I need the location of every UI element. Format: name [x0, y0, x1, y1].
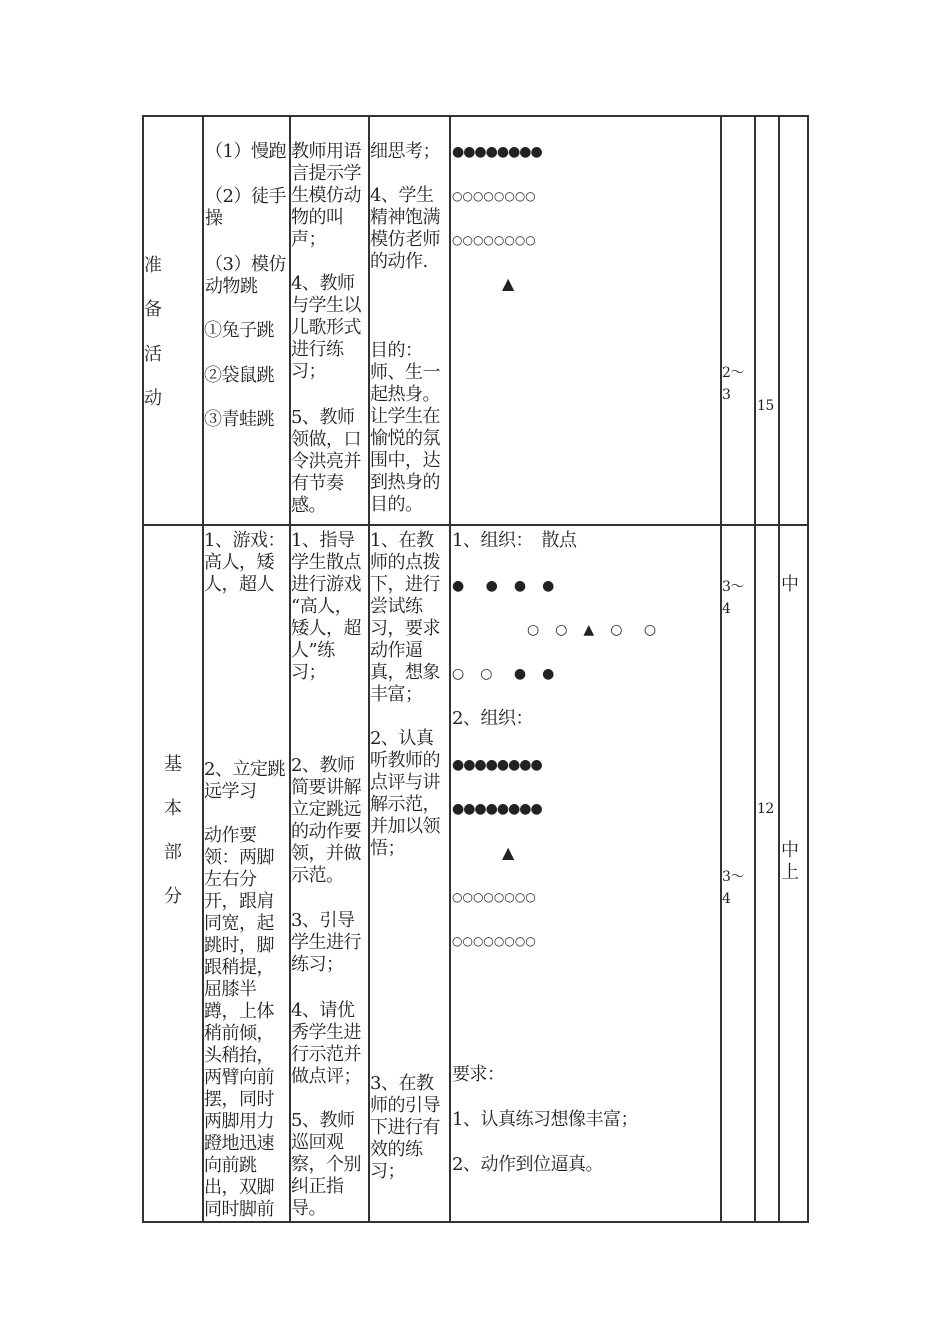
intensity: 中: [781, 574, 799, 595]
teacher-text: 1、指导 学生散点 进行游戏 “高人， 矮人，超 人”练 习；: [291, 530, 361, 683]
section-char: 动: [144, 388, 162, 409]
table-border-top: [142, 115, 809, 117]
table-border-bottom: [142, 1221, 809, 1223]
repetitions: 3～ 4: [722, 869, 744, 907]
col-line: [720, 115, 722, 1223]
content-text: 1、游戏： 高人，矮 人，超人: [204, 530, 285, 595]
formation-row: ○○○○○○○○: [452, 934, 536, 948]
teacher-text: 5、教师 巡回观 察，个别 纠正指 导。: [291, 1110, 361, 1219]
col-line: [807, 115, 809, 1223]
section-char: 基: [164, 754, 182, 775]
teacher-text: 教师用语 言提示学 生模仿动 物的叫 声；: [291, 141, 361, 250]
section-char: 准: [144, 255, 162, 276]
teacher-text: 4、教师 与学生以 儿歌形式 进行练 习；: [291, 273, 361, 382]
formation-row: ●●●●●●●●: [452, 144, 542, 160]
content-text: ①兔子跳: [204, 320, 274, 341]
content-text: （1）慢跑: [205, 141, 286, 162]
section-char: 部: [164, 842, 182, 863]
content-text: （3）模仿 动物跳: [205, 254, 286, 297]
repetitions: 2～ 3: [722, 365, 744, 403]
requirement-item: 2、动作到位逼真。: [452, 1154, 603, 1175]
section-char: 活: [144, 344, 162, 365]
teacher-text: 4、请优 秀学生进 行示范并 做点评；: [291, 1000, 361, 1087]
student-text: 4、学生 精神饱满 模仿老师 的动作.: [370, 185, 440, 272]
student-text: 细思考；: [370, 141, 440, 162]
col-line: [754, 115, 756, 1223]
content-text: 动作要 领：两脚 左右分 开，跟肩 同宽，起 跳时，脚 跟稍提， 屈膝半 蹲，上体 稍前倾， 头稍抬， 两臂向前 摆，同时 两脚用力 蹬地迅速 向前跳 出，双脚 同时脚前: [204, 825, 274, 1220]
requirement-item: 1、认真练习想像丰富；: [452, 1109, 638, 1130]
formation-row: ● ● ● ●: [452, 578, 556, 594]
formation-label: 2、组织：: [452, 708, 533, 729]
repetitions: 3～ 4: [722, 579, 744, 617]
section-char: 本: [164, 798, 182, 819]
section-char: 备: [144, 299, 162, 320]
col-line: [142, 115, 144, 1223]
student-text: 3、在教 师的引导 下进行有 效的练 习；: [370, 1073, 440, 1182]
content-text: ③青蛙跳: [204, 409, 274, 430]
minutes: 15: [757, 398, 774, 414]
student-text: 2、认真 听教师的 点评与讲 解示范， 并加以领 悟；: [370, 728, 440, 859]
formation-row: ○ ○ ▲ ○ ○: [527, 622, 658, 638]
row-divider: [142, 524, 809, 526]
content-text: 2、立定跳 远学习: [204, 759, 285, 802]
formation-row: ●●●●●●●●: [452, 757, 542, 773]
col-line: [778, 115, 780, 1223]
teacher-text: 3、引导 学生进行 练习；: [291, 910, 361, 975]
student-text: 1、在教 师的点拨 下，进行 尝试练 习，要求 动作逼 真，想象 丰富；: [370, 530, 440, 705]
formation-row: ○○○○○○○○: [452, 233, 536, 247]
formation-row: ○○○○○○○○: [452, 189, 536, 203]
col-line: [449, 115, 451, 1223]
formation-row: ○ ○ ● ●: [452, 666, 556, 682]
teacher-triangle-icon: ▲: [502, 274, 516, 293]
teacher-text: 2、教师 简要讲解 立定跳远 的动作要 领，并做 示范。: [291, 755, 361, 886]
teacher-text: 5、教师 领做，口 令洪亮并 有节奏 感。: [291, 407, 361, 516]
content-text: （2）徒手 操: [205, 186, 286, 229]
formation-row: ●●●●●●●●: [452, 801, 542, 817]
student-text: 目的： 师、生一 起热身。 让学生在 愉悦的氛 围中，达 到热身的 目的。: [370, 340, 440, 515]
content-text: ②袋鼠跳: [204, 365, 274, 386]
minutes: 12: [757, 801, 774, 817]
section-char: 分: [164, 886, 182, 907]
requirements-label: 要求：: [452, 1064, 505, 1085]
intensity: 中 上: [781, 840, 799, 883]
formation-row: ○○○○○○○○: [452, 890, 536, 904]
teacher-triangle-icon: ▲: [502, 843, 516, 862]
formation-label: 1、组织： 散点: [452, 530, 577, 551]
